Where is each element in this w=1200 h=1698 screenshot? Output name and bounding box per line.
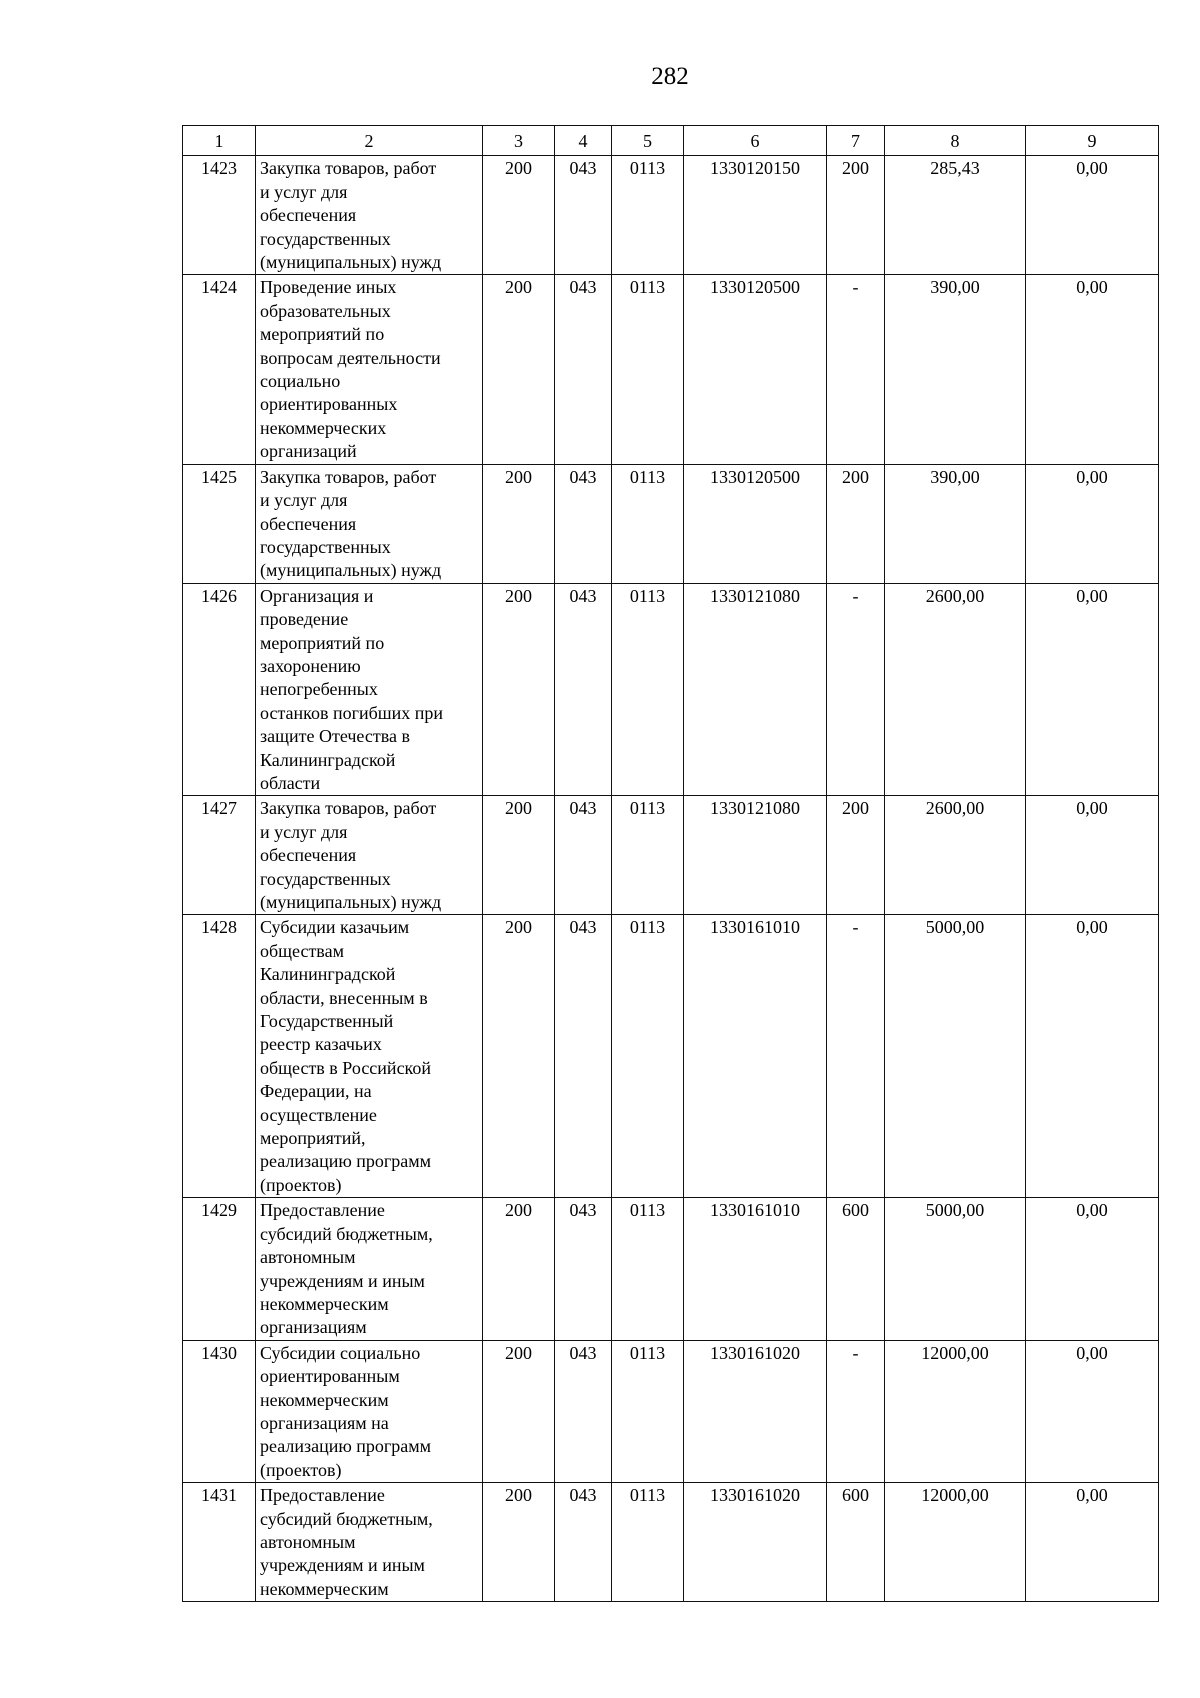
item-name-line: Закупка товаров, работ [260, 158, 437, 179]
code-cell-7: 200 [827, 464, 885, 583]
code-cell-3: 200 [483, 796, 555, 915]
table-row [183, 1340, 1159, 1482]
item-name-line: Калининградской [260, 964, 396, 985]
code-cell-3: 200 [483, 156, 555, 275]
amount-cell-9: 0,00 [1026, 583, 1159, 796]
row-number-cell: 1423 [183, 156, 256, 275]
item-name-line: государственных [260, 868, 391, 889]
row-number-cell: 1428 [183, 915, 256, 1198]
code-cell-6: 1330161020 [684, 1483, 827, 1602]
item-name-line: организациям [260, 1317, 367, 1338]
amount-cell-9: 0,00 [1026, 1198, 1159, 1340]
item-name-line: Предоставление [260, 1485, 385, 1506]
code-cell-6: 1330120500 [684, 275, 827, 464]
code-cell-3: 200 [483, 464, 555, 583]
item-name-cell [256, 915, 483, 1198]
item-name-line: Субсидии казачьим [260, 917, 410, 938]
item-name-line: защите Отечества в [260, 726, 410, 747]
code-cell-3: 200 [483, 915, 555, 1198]
item-name-line: и услуг для [260, 490, 348, 511]
item-name-cell [256, 1483, 483, 1602]
item-name-line: Закупка товаров, работ [260, 798, 437, 819]
amount-cell-8: 12000,00 [885, 1340, 1026, 1482]
item-name-line: некоммерческих [260, 417, 387, 438]
item-name-line: образовательных [260, 300, 391, 321]
item-name-line: и услуг для [260, 821, 348, 842]
item-name-line: некоммерческим [260, 1293, 389, 1314]
row-number-cell: 1427 [183, 796, 256, 915]
item-name-line: государственных [260, 536, 391, 557]
item-name-cell [256, 1198, 483, 1340]
code-cell-6: 1330120150 [684, 156, 827, 275]
item-name-line: области [260, 772, 321, 793]
code-cell-5: 0113 [612, 1198, 684, 1340]
amount-cell-8: 5000,00 [885, 915, 1026, 1198]
code-cell-5: 0113 [612, 796, 684, 915]
item-name-line: организациям на [260, 1412, 389, 1433]
code-cell-5: 0113 [612, 156, 684, 275]
amount-cell-9: 0,00 [1026, 796, 1159, 915]
code-cell-4: 043 [555, 796, 612, 915]
amount-cell-8: 2600,00 [885, 796, 1026, 915]
item-name-line: мероприятий по [260, 632, 385, 653]
amount-cell-9: 0,00 [1026, 1483, 1159, 1602]
item-name-cell [256, 796, 483, 915]
code-cell-4: 043 [555, 1340, 612, 1482]
item-name-line: (муниципальных) нужд [260, 252, 442, 273]
row-number-cell: 1431 [183, 1483, 256, 1602]
code-cell-5: 0113 [612, 915, 684, 1198]
amount-cell-9: 0,00 [1026, 915, 1159, 1198]
item-name-line: Проведение иных [260, 277, 397, 298]
amount-cell-8: 12000,00 [885, 1483, 1026, 1602]
amount-cell-8: 5000,00 [885, 1198, 1026, 1340]
table-row [183, 583, 1159, 796]
code-cell-4: 043 [555, 1198, 612, 1340]
code-cell-5: 0113 [612, 583, 684, 796]
amount-cell-8: 285,43 [885, 156, 1026, 275]
item-name-line: Предоставление [260, 1200, 385, 1221]
code-cell-7: 600 [827, 1198, 885, 1340]
code-cell-5: 0113 [612, 1483, 684, 1602]
amount-cell-9: 0,00 [1026, 275, 1159, 464]
item-name-cell [256, 1340, 483, 1482]
item-name-line: некоммерческим [260, 1389, 389, 1410]
item-name-line: Государственный [260, 1011, 394, 1032]
code-cell-3: 200 [483, 275, 555, 464]
item-name-line: (муниципальных) нужд [260, 560, 442, 581]
code-cell-3: 200 [483, 1198, 555, 1340]
item-name-cell [256, 275, 483, 464]
code-cell-4: 043 [555, 583, 612, 796]
item-name-cell [256, 156, 483, 275]
item-name-line: Субсидии социально [260, 1342, 421, 1363]
item-name-line: государственных [260, 228, 391, 249]
item-name-cell [256, 464, 483, 583]
item-name-line: мероприятий по [260, 324, 385, 345]
code-cell-6: 1330161010 [684, 915, 827, 1198]
item-name-line: (проектов) [260, 1459, 342, 1480]
table-row [183, 1483, 1159, 1602]
code-cell-5: 0113 [612, 275, 684, 464]
item-name-line: обеспечения [260, 205, 357, 226]
table-row [183, 915, 1159, 1198]
code-cell-3: 200 [483, 583, 555, 796]
item-name-line: учреждениям и иным [260, 1555, 425, 1576]
amount-cell-8: 2600,00 [885, 583, 1026, 796]
code-cell-4: 043 [555, 1483, 612, 1602]
row-number-cell: 1426 [183, 583, 256, 796]
amount-cell-9: 0,00 [1026, 156, 1159, 275]
item-name-line: обеспечения [260, 845, 357, 866]
item-name-line: автономным [260, 1531, 356, 1552]
code-cell-7: - [827, 275, 885, 464]
item-name-line: (муниципальных) нужд [260, 892, 442, 912]
item-name-line: обществ в Российской [260, 1057, 432, 1078]
amount-cell-9: 0,00 [1026, 1340, 1159, 1482]
item-name-line: осуществление [260, 1104, 377, 1125]
column-header: 9 [1026, 126, 1159, 156]
item-name-line: ориентированным [260, 1366, 400, 1387]
row-number-cell: 1425 [183, 464, 256, 583]
code-cell-6: 1330120500 [684, 464, 827, 583]
code-cell-6: 1330121080 [684, 796, 827, 915]
item-name-line: мероприятий, [260, 1128, 366, 1149]
code-cell-7: - [827, 583, 885, 796]
code-cell-4: 043 [555, 156, 612, 275]
item-name-line: захоронению [260, 655, 361, 676]
code-cell-3: 200 [483, 1483, 555, 1602]
column-header: 4 [555, 126, 612, 156]
item-name-line: автономным [260, 1247, 356, 1268]
item-name-line: социально [260, 371, 341, 392]
column-header: 1 [183, 126, 256, 156]
code-cell-6: 1330161020 [684, 1340, 827, 1482]
item-name-line: некоммерческим [260, 1578, 389, 1599]
column-header: 6 [684, 126, 827, 156]
item-name-line: обеспечения [260, 513, 357, 534]
code-cell-6: 1330161010 [684, 1198, 827, 1340]
item-name-line: непогребенных [260, 679, 378, 700]
item-name-line: обществам [260, 940, 344, 961]
table-row [183, 156, 1159, 275]
table-row [183, 275, 1159, 464]
table-row [183, 1198, 1159, 1340]
column-header: 7 [827, 126, 885, 156]
code-cell-3: 200 [483, 1340, 555, 1482]
amount-cell-9: 0,00 [1026, 464, 1159, 583]
code-cell-5: 0113 [612, 1340, 684, 1482]
code-cell-5: 0113 [612, 464, 684, 583]
item-name-line: Организация и [260, 585, 374, 606]
item-name-line: Калининградской [260, 749, 396, 770]
item-name-line: ориентированных [260, 394, 398, 415]
code-cell-7: 200 [827, 156, 885, 275]
item-name-line: реализацию программ [260, 1436, 432, 1457]
item-name-cell [256, 583, 483, 796]
amount-cell-8: 390,00 [885, 275, 1026, 464]
item-name-line: области, внесенным в [260, 987, 428, 1008]
table-body [183, 156, 1159, 1602]
code-cell-4: 043 [555, 464, 612, 583]
amount-cell-8: 390,00 [885, 464, 1026, 583]
row-number-cell: 1430 [183, 1340, 256, 1482]
item-name-line: останков погибших при [260, 702, 444, 723]
table-row [183, 796, 1159, 915]
item-name-line: Закупка товаров, работ [260, 466, 437, 487]
item-name-line: реестр казачьих [260, 1034, 382, 1055]
item-name-line: субсидий бюджетным, [260, 1508, 433, 1529]
code-cell-4: 043 [555, 915, 612, 1198]
column-header: 3 [483, 126, 555, 156]
row-number-cell: 1429 [183, 1198, 256, 1340]
item-name-line: и услуг для [260, 181, 348, 202]
item-name-line: (проектов) [260, 1174, 342, 1195]
item-name-line: реализацию программ [260, 1151, 432, 1172]
column-header: 5 [612, 126, 684, 156]
code-cell-7: - [827, 915, 885, 1198]
table-row [183, 464, 1159, 583]
item-name-line: учреждениям и иным [260, 1270, 425, 1291]
column-header: 8 [885, 126, 1026, 156]
item-name-line: Федерации, на [260, 1081, 372, 1102]
item-name-line: субсидий бюджетным, [260, 1223, 433, 1244]
code-cell-6: 1330121080 [684, 583, 827, 796]
page-number: 282 [651, 63, 689, 90]
item-name-line: проведение [260, 609, 349, 630]
row-number-cell: 1424 [183, 275, 256, 464]
code-cell-7: 600 [827, 1483, 885, 1602]
item-name-line: вопросам деятельности [260, 347, 441, 368]
column-header: 2 [256, 126, 483, 156]
header-row [183, 126, 1159, 156]
code-cell-7: - [827, 1340, 885, 1482]
code-cell-7: 200 [827, 796, 885, 915]
budget-table [182, 125, 1159, 1602]
item-name-line: организаций [260, 441, 357, 462]
code-cell-4: 043 [555, 275, 612, 464]
